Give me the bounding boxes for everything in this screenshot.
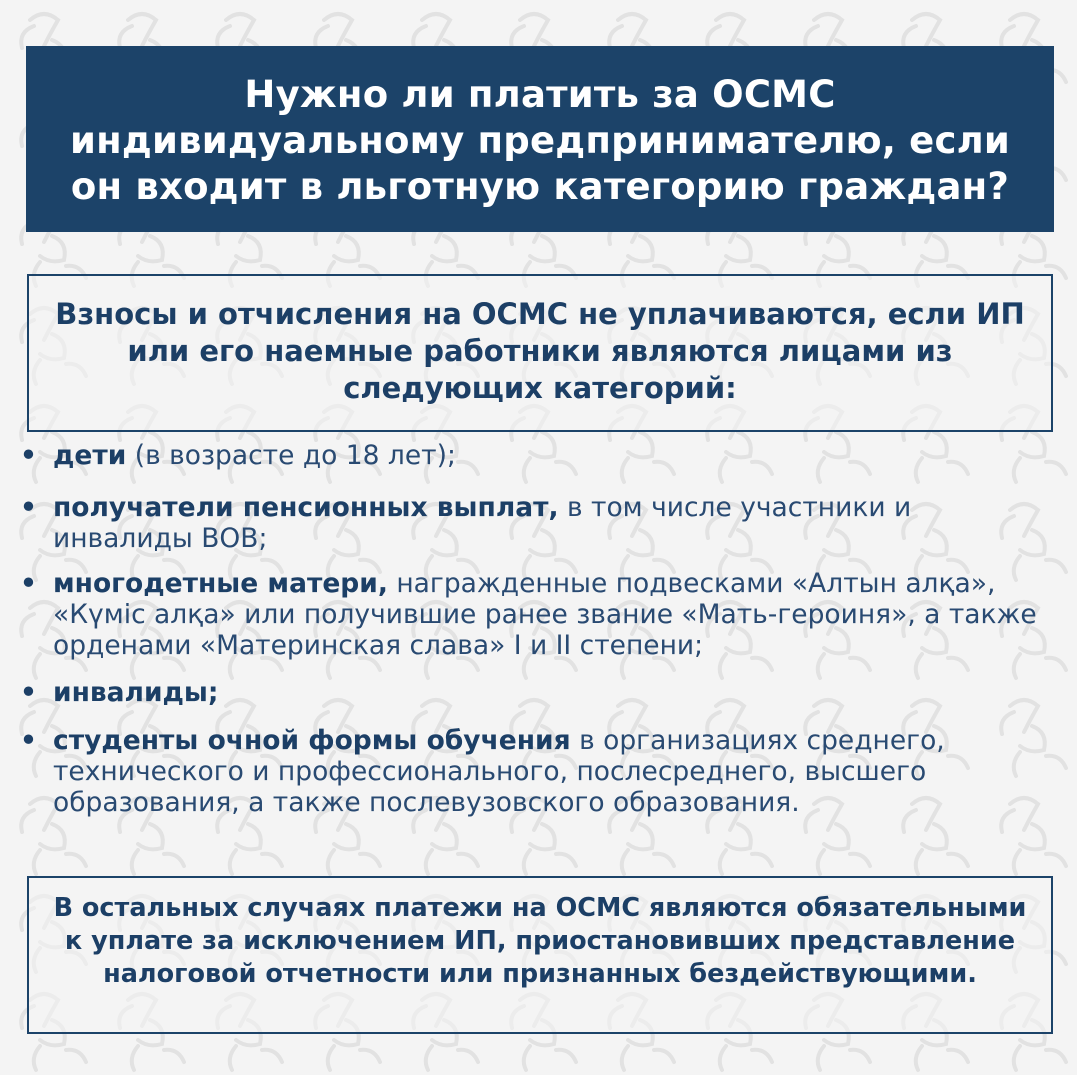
- outro-text: В остальных случаях платежи на ОСМС являются обязательными к уплате за исключением ИП, приостановивших представление налоговой отчетности или признанных бездействующими.: [53, 893, 1027, 989]
- list-item: [20, 725, 1050, 818]
- list-item-text: в том числе участники и инвалиды ВОВ;: [53, 492, 912, 554]
- list-item-lead: дети: [53, 440, 127, 471]
- list-item-lead: студенты очной формы обучения: [53, 725, 571, 756]
- intro-text: Взносы и отчисления на ОСМС не уплачиваются, если ИП или его наемные работники являются лицами из следующих категорий:: [55, 297, 1025, 405]
- intro-box: [27, 274, 1053, 432]
- title-banner: [26, 46, 1054, 232]
- list-item: [20, 568, 1050, 661]
- bullet-icon: •: [20, 440, 37, 471]
- bullet-icon: •: [20, 677, 37, 708]
- list-item-text: награжденные подвесками «Алтын алқа», «Күміс алқа» или получившие ранее звание «Мать-героиня», а также орденами «Материнская слава» I и II степени;: [53, 568, 1037, 661]
- list-item-lead: многодетные матери,: [53, 568, 388, 599]
- bullet-icon: •: [20, 568, 37, 599]
- outro-box: [27, 876, 1053, 1034]
- bullet-icon: •: [20, 725, 37, 756]
- bullet-icon: •: [20, 492, 37, 523]
- list-item: [20, 440, 1050, 471]
- list-item: [20, 492, 1050, 554]
- list-item-text: в организациях среднего, технического и профессионального, послесреднего, высшего образования, а также послевузовского образования.: [53, 725, 945, 818]
- list-item: [20, 677, 1050, 708]
- list-item-lead: инвалиды;: [53, 677, 219, 708]
- list-item-text: (в возрасте до 18 лет);: [126, 440, 456, 471]
- list-item-lead: получатели пенсионных выплат,: [53, 492, 559, 523]
- exemption-list: [20, 440, 1050, 833]
- page-title: Нужно ли платить за ОСМС индивидуальному предпринимателю, если он входит в льготную категорию граждан?: [69, 73, 1011, 208]
